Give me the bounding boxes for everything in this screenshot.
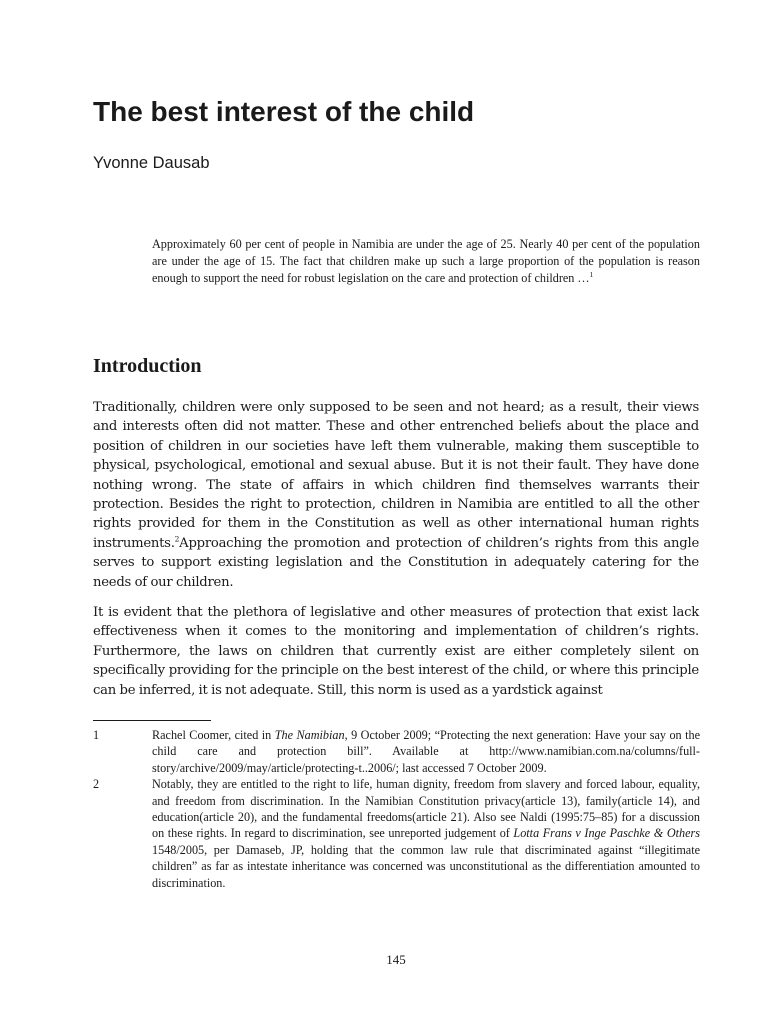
footnote-text-part: , 9 October 2009; “Protecting the next generation: Have your say on the child care and protection bill”. Available at http://www.namibian.com.na/columns/full-story/archive/2009/may/article/protecting-t..2006/; last accessed 7 October 2009. (152, 728, 701, 775)
footnote-text (152, 727, 700, 776)
footnote-divider (93, 720, 211, 721)
body-paragraph-1 (93, 398, 699, 592)
footnote-number: 2 (93, 777, 100, 792)
paragraph-1-text-a: Traditionally, children were only supposed to be seen and not heard; as a result, their views and interests often did not matter. These and other entrenched beliefs about the place and position of children in our societies have left them vulnerable, making them susceptible to physical, psychological, emotional and sexual abuse. But it is not their fault. They have done nothing wrong. The state of affairs in which children find themselves warrants their protection. Besides the right to protection, children in Namibia are entitled to all the other rights provided for them in the Constitution as well as other international human rights instruments. (93, 400, 699, 551)
body-paragraph-2: It is evident that the plethora of legislative and other measures of protection that exist lack effectiveness when it comes to the monitoring and implementation of children’s rights. Furthermore, the laws on children that currently exist are either completely silent on specifically providing for the principle on the best interest of the child, or where this principle can be inferred, it is not adequate. Still, this norm is used as a yardstick against (93, 605, 699, 698)
footnote-1 (93, 727, 700, 776)
footnote-ref-2[interactable]: 2 (174, 534, 180, 544)
footnote-number: 1 (93, 728, 100, 742)
footnote-italic-title: The Namibian (274, 728, 345, 742)
page-number: 145 (386, 952, 406, 967)
author-name: Yvonne Dausab (93, 154, 210, 172)
paragraph-1-text-b: Approaching the promotion and protection of children’s rights from this angle serves to support existing legislation and the Constitution in adequately catering for the needs of our children. (93, 535, 699, 590)
section-heading-introduction: Introduction (93, 355, 202, 377)
chapter-title: The best interest of the child (93, 96, 475, 127)
epigraph-text: Approximately 60 per cent of people in Namibia are under the age of 25. Nearly 40 per cent of the population are under the age of 15. The fact that children make up such a large proportion of the population is reason enough to support the need for robust legislation on the care and protection of children … (152, 237, 700, 286)
footnote-ref-1[interactable]: 1 (589, 270, 594, 280)
footnote-text-part: Notably, they are entitled to the right to life, human dignity, freedom from slavery and forced labour, equality, and freedom from discrimination. In the Namibian Constitution privacy(article 13), family(article 14), and education(article 20), and the fundamental freedoms(article 21). Also see Naldi (1995:75–85) for a discussion on these rights. In regard to discrimination, see unreported judgement of (152, 777, 700, 841)
epigraph-quote (152, 236, 700, 288)
footnote-2 (93, 776, 700, 891)
footnotes-section (93, 727, 700, 891)
footnote-text-part: 1548/2005, per Damaseb, JP, holding that the common law rule that discriminated against “illegitimate children” as far as intestate inheritance was concerned was unconstitutional as the differentiation amounted to discrimination. (152, 842, 700, 890)
footnote-text-part: Rachel Coomer, cited in (152, 728, 275, 742)
footnote-text (152, 776, 700, 891)
footnote-italic-case: Lotta Frans v Inge Paschke & Others (513, 826, 700, 841)
